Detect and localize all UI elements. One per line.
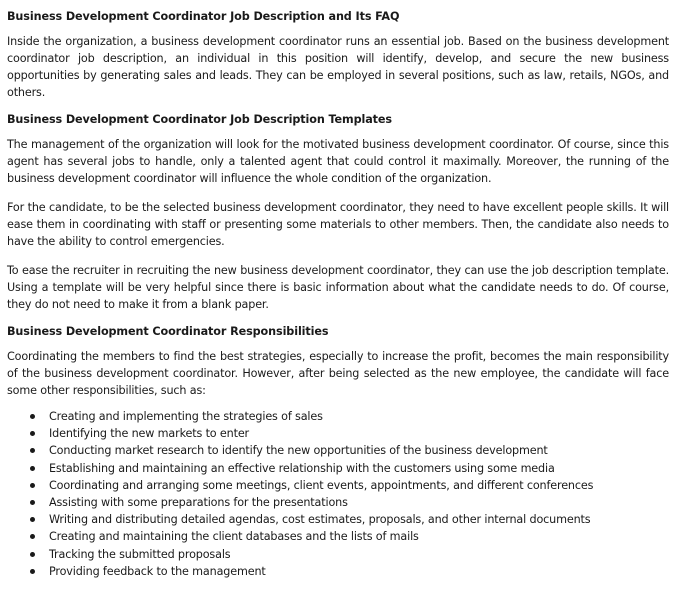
bullet-icon [30,552,35,557]
bullet-icon [30,448,35,453]
list-item [29,494,669,511]
list-item [29,511,669,528]
bullet-icon [30,431,35,436]
templates-heading: Business Development Coordinator Job Description Templates [7,113,392,126]
bullet-icon [30,500,35,505]
bullet-icon [30,483,35,488]
list-item-text: Tracking the submitted proposals [49,547,231,561]
list-item [29,460,669,477]
bullet-icon [30,414,35,419]
templates-paragraph-3: To ease the recruiter in recruiting the new business development coordinator, they can use the job description template. Using a template will be very helpful since there is basic information about what the candidate needs to do. Of course, they do not need to make it from a blank paper. [7,264,669,311]
list-item-text: Creating and maintaining the client databases and the lists of mails [49,530,419,544]
list-item [29,563,669,580]
templates-paragraph-2: For the candidate, to be the selected business development coordinator, they need to have excellent people skills. It will ease them in coordinating with staff or presenting some materials to other members. Then, the candidate also needs to have the ability to control emergencies. [7,201,669,248]
intro-paragraph: Inside the organization, a business development coordinator runs an essential job. Based on the business development coordinator job description, an individual in this position will identify, develop, and secure the new business opportunities by generating sales and leads. They can be employed in several positions, such as law, retails, NGOs, and others. [7,35,669,99]
list-item-text: Creating and implementing the strategies of sales [49,410,323,423]
list-item-text: Establishing and maintaining an effective relationship with the customers using some media [49,461,555,475]
bullet-icon [30,569,35,574]
responsibilities-heading: Business Development Coordinator Responsibilities [7,325,329,338]
list-item [29,425,669,442]
page-title: Business Development Coordinator Job Description and Its FAQ [7,10,400,23]
list-item-text: Coordinating and arranging some meetings, client events, appointments, and different conferences [49,478,594,492]
responsibilities-list [7,408,669,580]
list-item [29,546,669,563]
list-item-text: Providing feedback to the management [49,564,266,578]
list-item [29,442,669,459]
list-item [29,477,669,494]
list-item-text: Assisting with some preparations for the presentations [49,496,348,510]
list-item-text: Conducting market research to identify the new opportunities of the business development [49,444,548,458]
bullet-icon [30,534,35,539]
list-item-text: Identifying the new markets to enter [49,427,250,441]
responsibilities-intro: Coordinating the members to find the best strategies, especially to increase the profit, becomes the main responsibility of the business development coordinator. However, after being selected as the new employee, the candidate will face some other responsibilities, such as: [7,350,669,397]
bullet-icon [30,517,35,522]
list-item-text: Writing and distributing detailed agendas, cost estimates, proposals, and other internal documents [49,513,591,527]
templates-paragraph-1: The management of the organization will look for the motivated business development coordinator. Of course, since this agent has several jobs to handle, only a talented agent that could control it maximally. Moreover, the running of the business development coordinator will influence the whole condition of the organization. [7,138,669,185]
list-item [29,528,669,545]
list-item [29,408,669,425]
bullet-icon [30,466,35,471]
